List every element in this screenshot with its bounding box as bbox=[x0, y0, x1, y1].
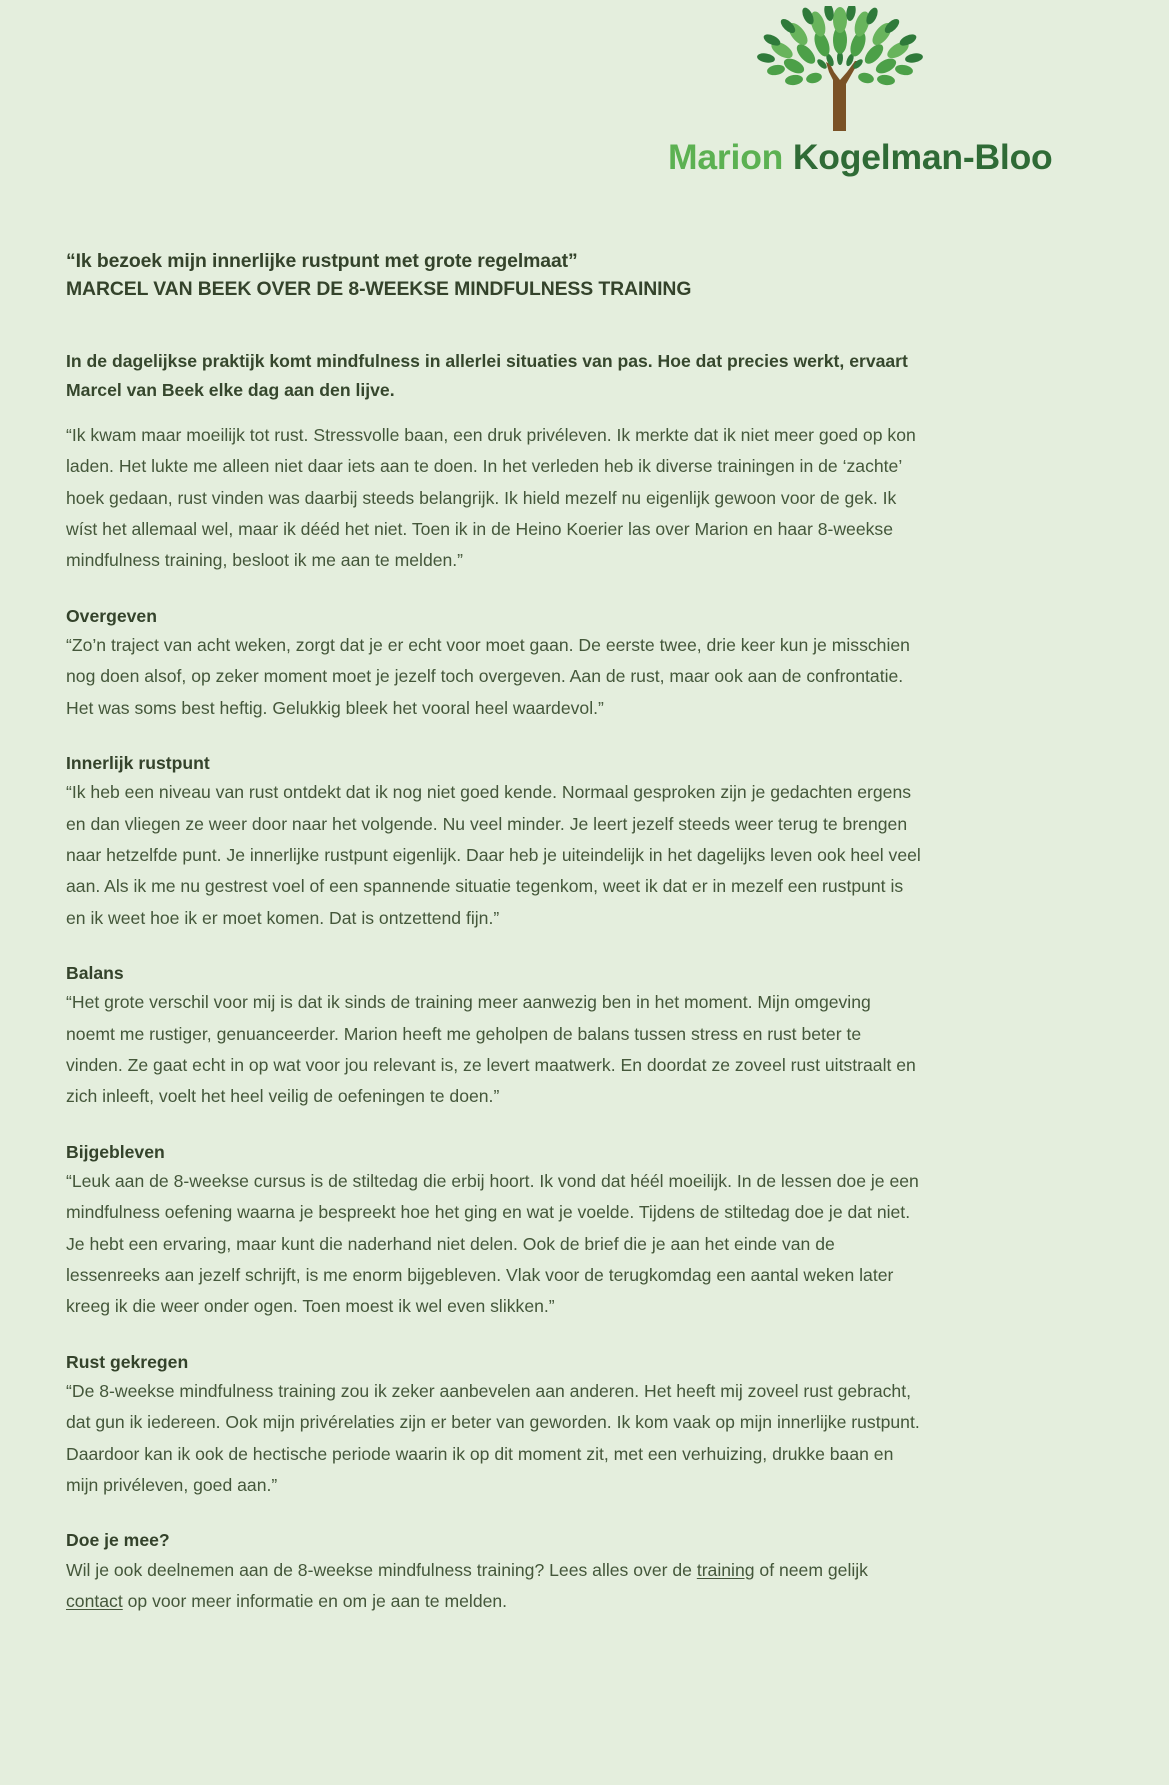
brand-logo bbox=[668, 0, 1169, 200]
lead-paragraph: In de dagelijkse praktijk komt mindfulness in allerlei situaties van pas. Hoe dat precies werkt, ervaart Marcel van Beek elke dag aan den lijve. bbox=[66, 351, 908, 400]
cta-paragraph bbox=[66, 1555, 922, 1618]
section-heading-doe-je-mee: Doe je mee? bbox=[66, 1530, 170, 1551]
section-heading-overgeven: Overgeven bbox=[66, 605, 157, 626]
tree-logo-icon bbox=[730, 6, 950, 141]
logo-name-second: Kogelman-Bloo bbox=[792, 137, 1053, 177]
section-body-overgeven: “Zo’n traject van acht weken, zorgt dat je er echt voor moet gaan. De eerste twee, drie keer kun je misschien nog doen alsof, op zeker moment moet je jezelf toch overgeven. Aan de rust, maar ook aan de confrontatie. Het was soms best heftig. Gelukkig bleek het vooral heel waardevol.” bbox=[66, 635, 910, 718]
headline-quote: “Ik bezoek mijn innerlijke rustpunt met grote regelmaat” bbox=[66, 250, 578, 272]
section-heading-balans: Balans bbox=[66, 962, 124, 983]
article-content bbox=[66, 248, 922, 1617]
section-heading-bijgebleven: Bijgebleven bbox=[66, 1141, 165, 1162]
section-heading-rust-gekregen: Rust gekregen bbox=[66, 1351, 189, 1372]
section-body-balans: “Het grote verschil voor mij is dat ik sinds de training meer aanwezig ben in het moment. Mijn omgeving noemt me rustiger, genuanceerder. Marion heeft me geholpen de balans tussen stress en rust beter te vinden. Ze gaat echt in op wat voor jou relevant is, ze levert maatwerk. En doordat ze zoveel rust uitstraalt en zich inleeft, voelt het heel veilig de oefeningen te doen.” bbox=[66, 992, 916, 1107]
training-link[interactable]: training bbox=[696, 1559, 755, 1580]
cta-text-part3: op voor meer informatie en om je aan te melden. bbox=[122, 1590, 508, 1611]
headline-subtitle: MARCEL VAN BEEK OVER DE 8-WEEKSE MINDFULNESS TRAINING bbox=[66, 277, 692, 300]
cta-text-part1: Wil je ook deelnemen aan de 8-weekse mindfulness training? Lees alles over de bbox=[66, 1559, 697, 1580]
intro-paragraph: “Ik kwam maar moeilijk tot rust. Stressvolle baan, een druk privéleven. Ik merkte dat ik niet meer goed op kon laden. Het lukte me alleen niet daar iets aan te doen. In het verleden heb ik diverse trainingen in de ‘zachte’ hoek gedaan, rust vinden was daarbij steeds belangrijk. Ik hield mezelf nu eigenlijk gewoon voor de gek. Ik wíst het allemaal wel, maar ik dééd het niet. Toen ik in de Heino Koerier las over Marion en haar 8-weekse mindfulness training, besloot ik me aan te melden.” bbox=[66, 425, 916, 571]
section-body-rust-gekregen: “De 8-weekse mindfulness training zou ik zeker aanbevelen aan anderen. Het heeft mij zoveel rust gebracht, dat gun ik iedereen. Ook mijn privérelaties zijn er beter van geworden. Ik kom vaak op mijn innerlijke rustpunt. Daardoor kan ik ook de hectische periode waarin ik op dit moment zit, met een verhuizing, drukke baan en mijn privéleven, goed aan.” bbox=[66, 1380, 920, 1495]
logo-wordmark bbox=[668, 137, 1053, 177]
logo-name-first: Marion bbox=[668, 137, 784, 177]
section-body-bijgebleven: “Leuk aan de 8-weekse cursus is de stiltedag die erbij hoort. Ik vond dat héél moeilijk. In de lessen doe je een mindfulness oefening waarna je bespreekt hoe het ging en wat je voelde. Tijdens de stiltedag doe je dat niet. Je hebt een ervaring, maar kunt die naderhand niet delen. Ook de brief die je aan het einde van de lessenreeks aan jezelf schrijft, is me enorm bijgebleven. Vlak voor de terugkomdag een aantal weken later kreeg ik die weer onder ogen. Toen moest ik wel even slikken.” bbox=[66, 1170, 919, 1317]
section-heading-innerlijk-rustpunt: Innerlijk rustpunt bbox=[66, 752, 210, 773]
cta-text-part2: of neem gelijk bbox=[754, 1559, 868, 1580]
section-body-innerlijk-rustpunt: “Ik heb een niveau van rust ontdekt dat ik nog niet goed kende. Normaal gesproken zijn je gedachten ergens en dan vliegen ze weer door naar het volgende. Nu veel minder. Je leert jezelf steeds weer terug te brengen naar hetzelfde punt. Je innerlijke rustpunt eigenlijk. Daar heb je uiteindelijk in het dagelijks leven ook heel veel aan. Als ik me nu gestrest voel of een spannende situatie tegenkom, weet ik dat er in mezelf een rustpunt is en ik weet hoe ik er moet komen. Dat is ontzettend fijn.” bbox=[66, 782, 921, 928]
contact-link[interactable]: contact bbox=[66, 1590, 123, 1611]
